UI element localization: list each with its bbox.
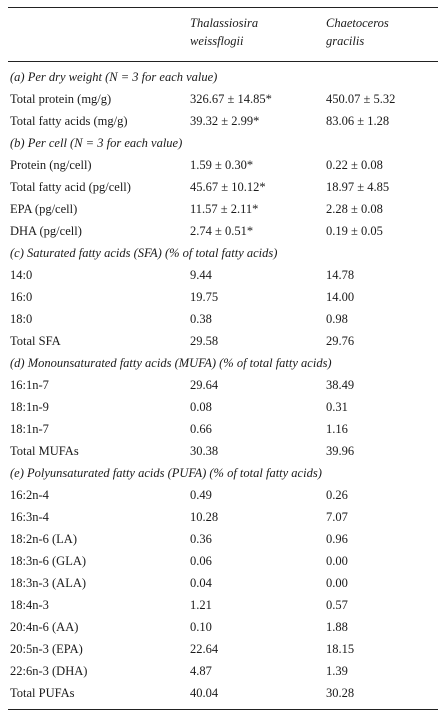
chaetoceros-value: 29.76 bbox=[326, 334, 355, 348]
row-label: 14:0 bbox=[10, 268, 33, 282]
row-label: 22:6n-3 (DHA) bbox=[10, 664, 88, 678]
chaetoceros-value: 14.78 bbox=[326, 268, 355, 282]
thalassiosira-value: 0.08 bbox=[190, 400, 212, 414]
row-label: Total protein (mg/g) bbox=[10, 92, 112, 106]
row-label: 16:2n-4 bbox=[10, 488, 49, 502]
row-label: Total SFA bbox=[10, 334, 61, 348]
header-col2-line2: weissflogii bbox=[190, 34, 244, 48]
row-label: 16:1n-7 bbox=[10, 378, 49, 392]
chaetoceros-value: 1.88 bbox=[326, 620, 348, 634]
thalassiosira-value: 1.59 ± 0.30* bbox=[190, 158, 254, 172]
chaetoceros-value: 450.07 ± 5.32 bbox=[326, 92, 396, 106]
section-heading: (c) Saturated fatty acids (SFA) (% of total fatty acids) bbox=[10, 246, 278, 260]
row-label: EPA (pg/cell) bbox=[10, 202, 78, 216]
thalassiosira-value: 326.67 ± 14.85* bbox=[190, 92, 272, 106]
thalassiosira-value: 10.28 bbox=[190, 510, 219, 524]
header-col2-line1: Thalassiosira bbox=[190, 16, 259, 30]
row-label: 18:2n-6 (LA) bbox=[10, 532, 77, 546]
thalassiosira-value: 29.64 bbox=[190, 378, 219, 392]
chaetoceros-value: 0.98 bbox=[326, 312, 348, 326]
section-heading: (e) Polyunsaturated fatty acids (PUFA) (% of total fatty acids) bbox=[10, 466, 322, 480]
table-row bbox=[0, 660, 448, 682]
row-label: 18:1n-7 bbox=[10, 422, 49, 436]
table-row bbox=[0, 176, 448, 198]
table-row bbox=[0, 528, 448, 550]
row-label: 20:4n-6 (AA) bbox=[10, 620, 79, 634]
chaetoceros-value: 0.26 bbox=[326, 488, 348, 502]
thalassiosira-value: 40.04 bbox=[190, 686, 219, 700]
row-label: 18:3n-3 (ALA) bbox=[10, 576, 87, 590]
row-label: 16:0 bbox=[10, 290, 33, 304]
section-heading-row bbox=[0, 66, 448, 88]
table-row bbox=[0, 220, 448, 242]
table-row bbox=[0, 264, 448, 286]
chaetoceros-value: 0.00 bbox=[326, 576, 348, 590]
thalassiosira-value: 29.58 bbox=[190, 334, 219, 348]
table-row bbox=[0, 330, 448, 352]
table-row bbox=[0, 638, 448, 660]
thalassiosira-value: 11.57 ± 2.11* bbox=[190, 202, 259, 216]
header-col3-line1: Chaetoceros bbox=[326, 16, 389, 30]
chaetoceros-value: 0.31 bbox=[326, 400, 348, 414]
row-label: 18:1n-9 bbox=[10, 400, 49, 414]
row-label: DHA (pg/cell) bbox=[10, 224, 82, 238]
table-row bbox=[0, 286, 448, 308]
table-row bbox=[0, 682, 448, 704]
chaetoceros-value: 0.96 bbox=[326, 532, 348, 546]
bottom-rule bbox=[8, 709, 438, 710]
thalassiosira-value: 0.66 bbox=[190, 422, 212, 436]
chaetoceros-value: 1.39 bbox=[326, 664, 348, 678]
section-heading: (a) Per dry weight (N = 3 for each value) bbox=[10, 70, 218, 84]
row-label: 18:4n-3 bbox=[10, 598, 49, 612]
row-label: 16:3n-4 bbox=[10, 510, 49, 524]
header-chaetoceros bbox=[326, 14, 389, 50]
table-row bbox=[0, 110, 448, 132]
thalassiosira-value: 4.87 bbox=[190, 664, 212, 678]
thalassiosira-value: 1.21 bbox=[190, 598, 212, 612]
header-rule bbox=[8, 61, 438, 62]
section-heading-row bbox=[0, 132, 448, 154]
chaetoceros-value: 2.28 ± 0.08 bbox=[326, 202, 383, 216]
chaetoceros-value: 18.97 ± 4.85 bbox=[326, 180, 390, 194]
table-row bbox=[0, 550, 448, 572]
top-rule bbox=[8, 7, 438, 8]
chaetoceros-value: 18.15 bbox=[326, 642, 355, 656]
thalassiosira-value: 39.32 ± 2.99* bbox=[190, 114, 260, 128]
chaetoceros-value: 0.22 ± 0.08 bbox=[326, 158, 383, 172]
section-heading-row bbox=[0, 462, 448, 484]
chaetoceros-value: 14.00 bbox=[326, 290, 355, 304]
chaetoceros-value: 83.06 ± 1.28 bbox=[326, 114, 390, 128]
thalassiosira-value: 0.04 bbox=[190, 576, 212, 590]
chaetoceros-value: 0.19 ± 0.05 bbox=[326, 224, 383, 238]
row-label: Total PUFAs bbox=[10, 686, 75, 700]
thalassiosira-value: 45.67 ± 10.12* bbox=[190, 180, 266, 194]
table-row bbox=[0, 198, 448, 220]
table-row bbox=[0, 572, 448, 594]
thalassiosira-value: 0.06 bbox=[190, 554, 212, 568]
row-label: 18:3n-6 (GLA) bbox=[10, 554, 87, 568]
section-heading: (b) Per cell (N = 3 for each value) bbox=[10, 136, 183, 150]
header-thalassiosira bbox=[190, 14, 258, 50]
table-row bbox=[0, 418, 448, 440]
row-label: Total fatty acid (pg/cell) bbox=[10, 180, 131, 194]
row-label: Total fatty acids (mg/g) bbox=[10, 114, 128, 128]
row-label: 20:5n-3 (EPA) bbox=[10, 642, 83, 656]
table-row bbox=[0, 616, 448, 638]
table-row bbox=[0, 374, 448, 396]
thalassiosira-value: 30.38 bbox=[190, 444, 219, 458]
table-row bbox=[0, 154, 448, 176]
section-heading: (d) Monounsaturated fatty acids (MUFA) (% of total fatty acids) bbox=[10, 356, 332, 370]
chaetoceros-value: 39.96 bbox=[326, 444, 355, 458]
chaetoceros-value: 0.00 bbox=[326, 554, 348, 568]
table-row bbox=[0, 506, 448, 528]
thalassiosira-value: 22.64 bbox=[190, 642, 219, 656]
thalassiosira-value: 0.38 bbox=[190, 312, 212, 326]
chaetoceros-value: 38.49 bbox=[326, 378, 355, 392]
row-label: 18:0 bbox=[10, 312, 33, 326]
header-col3-line2: gracilis bbox=[326, 34, 365, 48]
chaetoceros-value: 0.57 bbox=[326, 598, 348, 612]
thalassiosira-value: 19.75 bbox=[190, 290, 219, 304]
table-row bbox=[0, 594, 448, 616]
row-label: Protein (ng/cell) bbox=[10, 158, 92, 172]
table-row bbox=[0, 308, 448, 330]
thalassiosira-value: 0.10 bbox=[190, 620, 212, 634]
section-heading-row bbox=[0, 242, 448, 264]
chaetoceros-value: 1.16 bbox=[326, 422, 348, 436]
table-row bbox=[0, 440, 448, 462]
thalassiosira-value: 0.49 bbox=[190, 488, 212, 502]
thalassiosira-value: 9.44 bbox=[190, 268, 212, 282]
section-heading-row bbox=[0, 352, 448, 374]
row-label: Total MUFAs bbox=[10, 444, 79, 458]
table-row bbox=[0, 88, 448, 110]
chaetoceros-value: 7.07 bbox=[326, 510, 348, 524]
thalassiosira-value: 0.36 bbox=[190, 532, 212, 546]
thalassiosira-value: 2.74 ± 0.51* bbox=[190, 224, 254, 238]
table-row bbox=[0, 484, 448, 506]
table-row bbox=[0, 396, 448, 418]
chaetoceros-value: 30.28 bbox=[326, 686, 355, 700]
